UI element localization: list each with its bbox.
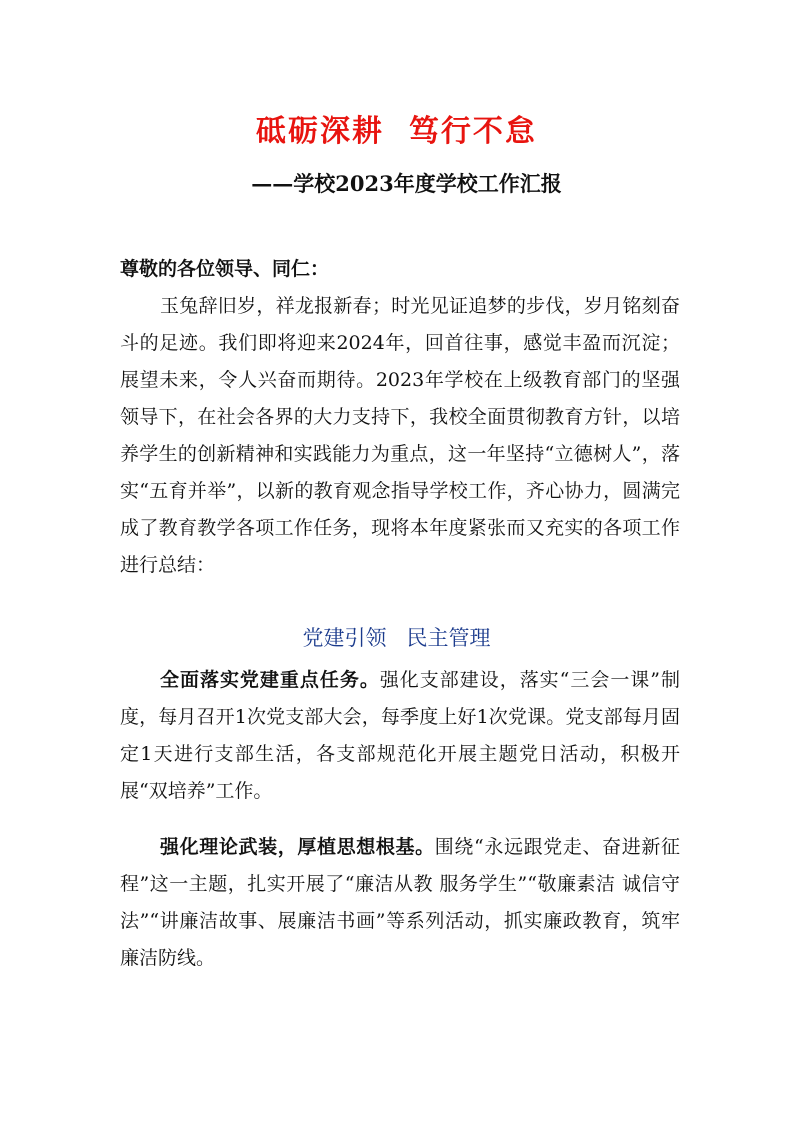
document-title: 砥砺深耕 笃行不怠 [256, 114, 537, 149]
paragraph-lead: 强化理论武装，厚植思想根基。 [160, 836, 435, 858]
paragraph-text: 强化支部建设，落实“三会一课”制度，每月召开1次党支部大会，每季度上好1次党课。党支部每月固定1天进行支部生活，各支部规范化开展主题党日活动，积极开展“双培养”工作。 [120, 669, 680, 802]
intro-paragraph: 玉兔辞旧岁，祥龙报新春；时光见证追梦的步伐，岁月铭刻奋斗的足迹。我们即将迎来2024年，回首往事，感觉丰盈而沉淀；展望未来，令人兴奋而期待。2023年学校在上级教育部门的坚强领导下，在社会各界的大力支持下，我校全面贯彻教育方针，以培养学生的创新精神和实践能力为重点，这一年坚持“立德树人”，落实“五育并举”，以新的教育观念指导学校工作，齐心协力，圆满完成了教育教学各项工作任务，现将本年度紧张而又充实的各项工作进行总结： [120, 295, 680, 576]
paragraph-text: 围绕“永远跟党走、奋进新征程”这一主题，扎实开展了“廉洁从教 服务学生”“敬廉素洁 诚信守法”“讲廉洁故事、展廉洁书画”等系列活动，抓实廉政教育，筑牢廉洁防线。 [120, 836, 680, 969]
paragraph-theory [120, 829, 680, 977]
section-heading: 党建引领 民主管理 [302, 626, 491, 650]
salutation: 尊敬的各位领导、同仁： [120, 258, 330, 280]
document-subtitle: ——学校2023年度学校工作汇报 [251, 171, 562, 196]
paragraph-party-building [120, 662, 680, 810]
paragraph-lead: 全面落实党建重点任务。 [160, 669, 380, 691]
